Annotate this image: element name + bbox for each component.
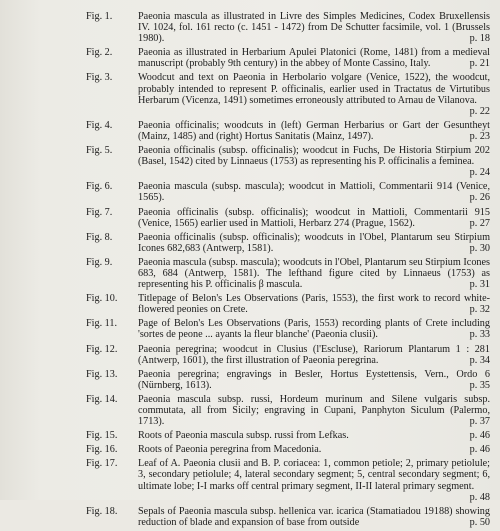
figure-entry <box>86 344 490 366</box>
figure-caption <box>138 394 490 427</box>
page-ref: p. 30 <box>469 242 490 254</box>
page-ref: p. 33 <box>469 329 490 341</box>
caption-text: Woodcut and text on Paeonia in Herbolario volgare (Venice, 1522), the woodcut, probably intended to represent P. officinalis, earlier used in Tractatus de Virtutibus Herbarum (Vicenza, 1491) sometimes erroneously attributed to Arnau de Vilanova. <box>138 72 490 106</box>
figure-entry <box>86 293 490 315</box>
page-ref: p. 48 <box>469 491 490 503</box>
caption-text: Paeonia mascula (subsp. mascula); woodcuts in l'Obel, Plantarum seu Stirpium Icones 683, 684 (Antwerp, 1581). The lefthand figure cited by Linnaeus (1753) as representing his P. officinalis β mascula. <box>138 256 490 291</box>
figure-label: Fig. 9. <box>86 256 113 268</box>
figure-caption <box>138 120 490 142</box>
caption-text: Paeonia peregrina; woodcut in Clusius (l'Escluse), Rariorum Plantarum 1 : 281 (Antwerp, 1601), the first illustration of Paeonia peregrina. <box>138 343 490 366</box>
figure-caption <box>138 145 490 178</box>
page-ref: p. 46 <box>469 430 490 442</box>
figure-label: Fig. 16. <box>86 444 118 456</box>
page-ref: p. 27 <box>469 217 490 229</box>
caption-text: Paeonia mascula as illustrated in Livre des Simples Medicines, Codex Bruxellensis IV. 1024, fol. 161 recto (c. 1451 - 1472) from De Schutter facsimile, vol. 1 (Brussels 1980). <box>138 11 490 45</box>
page-ref: p. 22 <box>469 105 490 117</box>
figure-caption <box>138 47 490 69</box>
figure-entry <box>86 369 490 391</box>
figure-label: Fig. 13. <box>86 368 118 380</box>
figure-label: Fig. 5. <box>86 145 113 157</box>
figure-entry <box>86 444 490 455</box>
caption-text: Paeonia officinalis (subsp. officinalis); woodcut in Mattioli, Commentarii 915 (Venice, 1565) earlier used in Mattioli, Herbarz 274 (Prague, 1562). <box>138 206 490 229</box>
figure-label: Fig. 12. <box>86 343 118 355</box>
figure-caption <box>138 293 490 315</box>
page-ref: p. 32 <box>469 304 490 316</box>
page-ref: p. 31 <box>469 279 490 291</box>
figure-label: Fig. 7. <box>86 206 113 218</box>
figure-caption <box>138 458 490 502</box>
page-ref: p. 34 <box>469 354 490 366</box>
figure-entry <box>86 232 490 254</box>
figure-entry <box>86 207 490 229</box>
figure-caption <box>138 72 490 116</box>
caption-text: Titlepage of Belon's Les Observations (Paris, 1553), the first work to record white-flowered peonies on Crete. <box>138 293 490 316</box>
caption-text: Paeonia mascula (subsp. mascula); woodcut in Mattioli, Commentarii 914 (Venice, 1565). <box>138 181 490 204</box>
figure-caption <box>138 506 490 528</box>
caption-text: Paeonia as illustrated in Herbarium Apulei Platonici (Rome, 1481) from a medieval manuscript (probably 9th century) in the abbey of Monte Cassino, Italy. <box>138 47 490 70</box>
figure-caption <box>138 344 490 366</box>
caption-text: Sepals of Paeonia mascula subsp. hellenica var. icarica (Stamatiadou 19188) showing reduction of blade and expansion of base from outside <box>138 505 490 528</box>
caption-text: Page of Belon's Les Observations (Paris, 1553) recording plants of Crete including 'sortes de peone ... ayants la fleur blanche' (Paeonia clusii). <box>138 318 490 341</box>
figure-entry <box>86 47 490 69</box>
page-ref: p. 21 <box>469 58 490 70</box>
page-ref: p. 35 <box>469 379 490 391</box>
figure-caption <box>138 207 490 229</box>
figure-label: Fig. 6. <box>86 181 113 193</box>
figure-list <box>86 11 490 531</box>
page-ref: p. 24 <box>469 167 490 179</box>
figure-label: Fig. 1. <box>86 11 113 22</box>
page-ref: p. 37 <box>469 416 490 428</box>
figure-label: Fig. 18. <box>86 505 118 517</box>
figure-caption <box>138 11 490 44</box>
figure-entry <box>86 318 490 340</box>
figure-entry <box>86 181 490 203</box>
page-ref: p. 50 <box>469 516 490 528</box>
page-ref: p. 23 <box>469 130 490 142</box>
page-ref: p. 26 <box>469 192 490 204</box>
caption-text: Roots of Paeonia mascula subsp. russi from Lefkas. <box>138 430 349 442</box>
figure-label: Fig. 17. <box>86 458 118 470</box>
figure-entry <box>86 72 490 116</box>
page-ref: p. 18 <box>469 33 490 45</box>
figure-entry <box>86 394 490 427</box>
figure-entry <box>86 145 490 178</box>
caption-text: Roots of Paeonia peregrina from Macedonia. <box>138 444 322 456</box>
figure-label: Fig. 15. <box>86 430 118 442</box>
caption-text: Paeonia mascula subsp. russi, Hordeum murinum and Silene vulgaris subsp. commutata, all from Sicily; engraving in Cupani, Panphyton Siculum (Palermo, 1713). <box>138 393 490 428</box>
figure-caption <box>138 430 490 441</box>
figure-label: Fig. 14. <box>86 393 118 405</box>
figure-entry <box>86 458 490 502</box>
figure-entry <box>86 120 490 142</box>
page-ref: p. 46 <box>469 444 490 456</box>
figure-label: Fig. 11. <box>86 318 118 330</box>
figure-caption <box>138 181 490 203</box>
figure-label: Fig. 10. <box>86 293 118 305</box>
figure-label: Fig. 3. <box>86 72 113 84</box>
figure-label: Fig. 8. <box>86 231 113 243</box>
figure-caption <box>138 369 490 391</box>
figure-caption <box>138 318 490 340</box>
caption-text: Paeonia officinalis; woodcuts in (left) German Herbarius or Gart der Gesuntheyt (Mainz, 1485) and (right) Hortus Sanitatis (Mainz, 1497). <box>138 119 490 142</box>
caption-text: Paeonia officinalis (subsp. officinalis); woodcut in Fuchs, De Historia Stirpium 202 (Basel, 1542) cited by Linnaeus (1753) as representing his P. officinalis a feminea. <box>138 145 490 168</box>
caption-text: Paeonia peregrina; engravings in Besler, Hortus Eystettensis, Vern., Ordo 6 (Nürnberg, 1613). <box>138 368 490 391</box>
figure-caption <box>138 444 490 455</box>
figure-entry <box>86 257 490 290</box>
caption-text: Leaf of A. Paeonia clusii and B. P. coriacea: 1, common petiole; 2, primary petiolule; 3, secondary petiolule; 4, lateral secondary segment; 5, central secondary segment; 6, ultimate lobe; I-I marks off central primary segment, II-II lateral primary segment. <box>138 458 490 492</box>
figure-caption <box>138 257 490 290</box>
figure-label: Fig. 2. <box>86 47 113 59</box>
caption-text: Paeonia officinalis (subsp. officinalis); woodcuts in l'Obel, Plantarum seu Stirpium Icones 682,683 (Antwerp, 1581). <box>138 231 490 254</box>
figure-caption <box>138 232 490 254</box>
figure-entry <box>86 506 490 528</box>
figure-label: Fig. 4. <box>86 119 113 131</box>
figure-entry <box>86 430 490 441</box>
figure-entry <box>86 11 490 44</box>
